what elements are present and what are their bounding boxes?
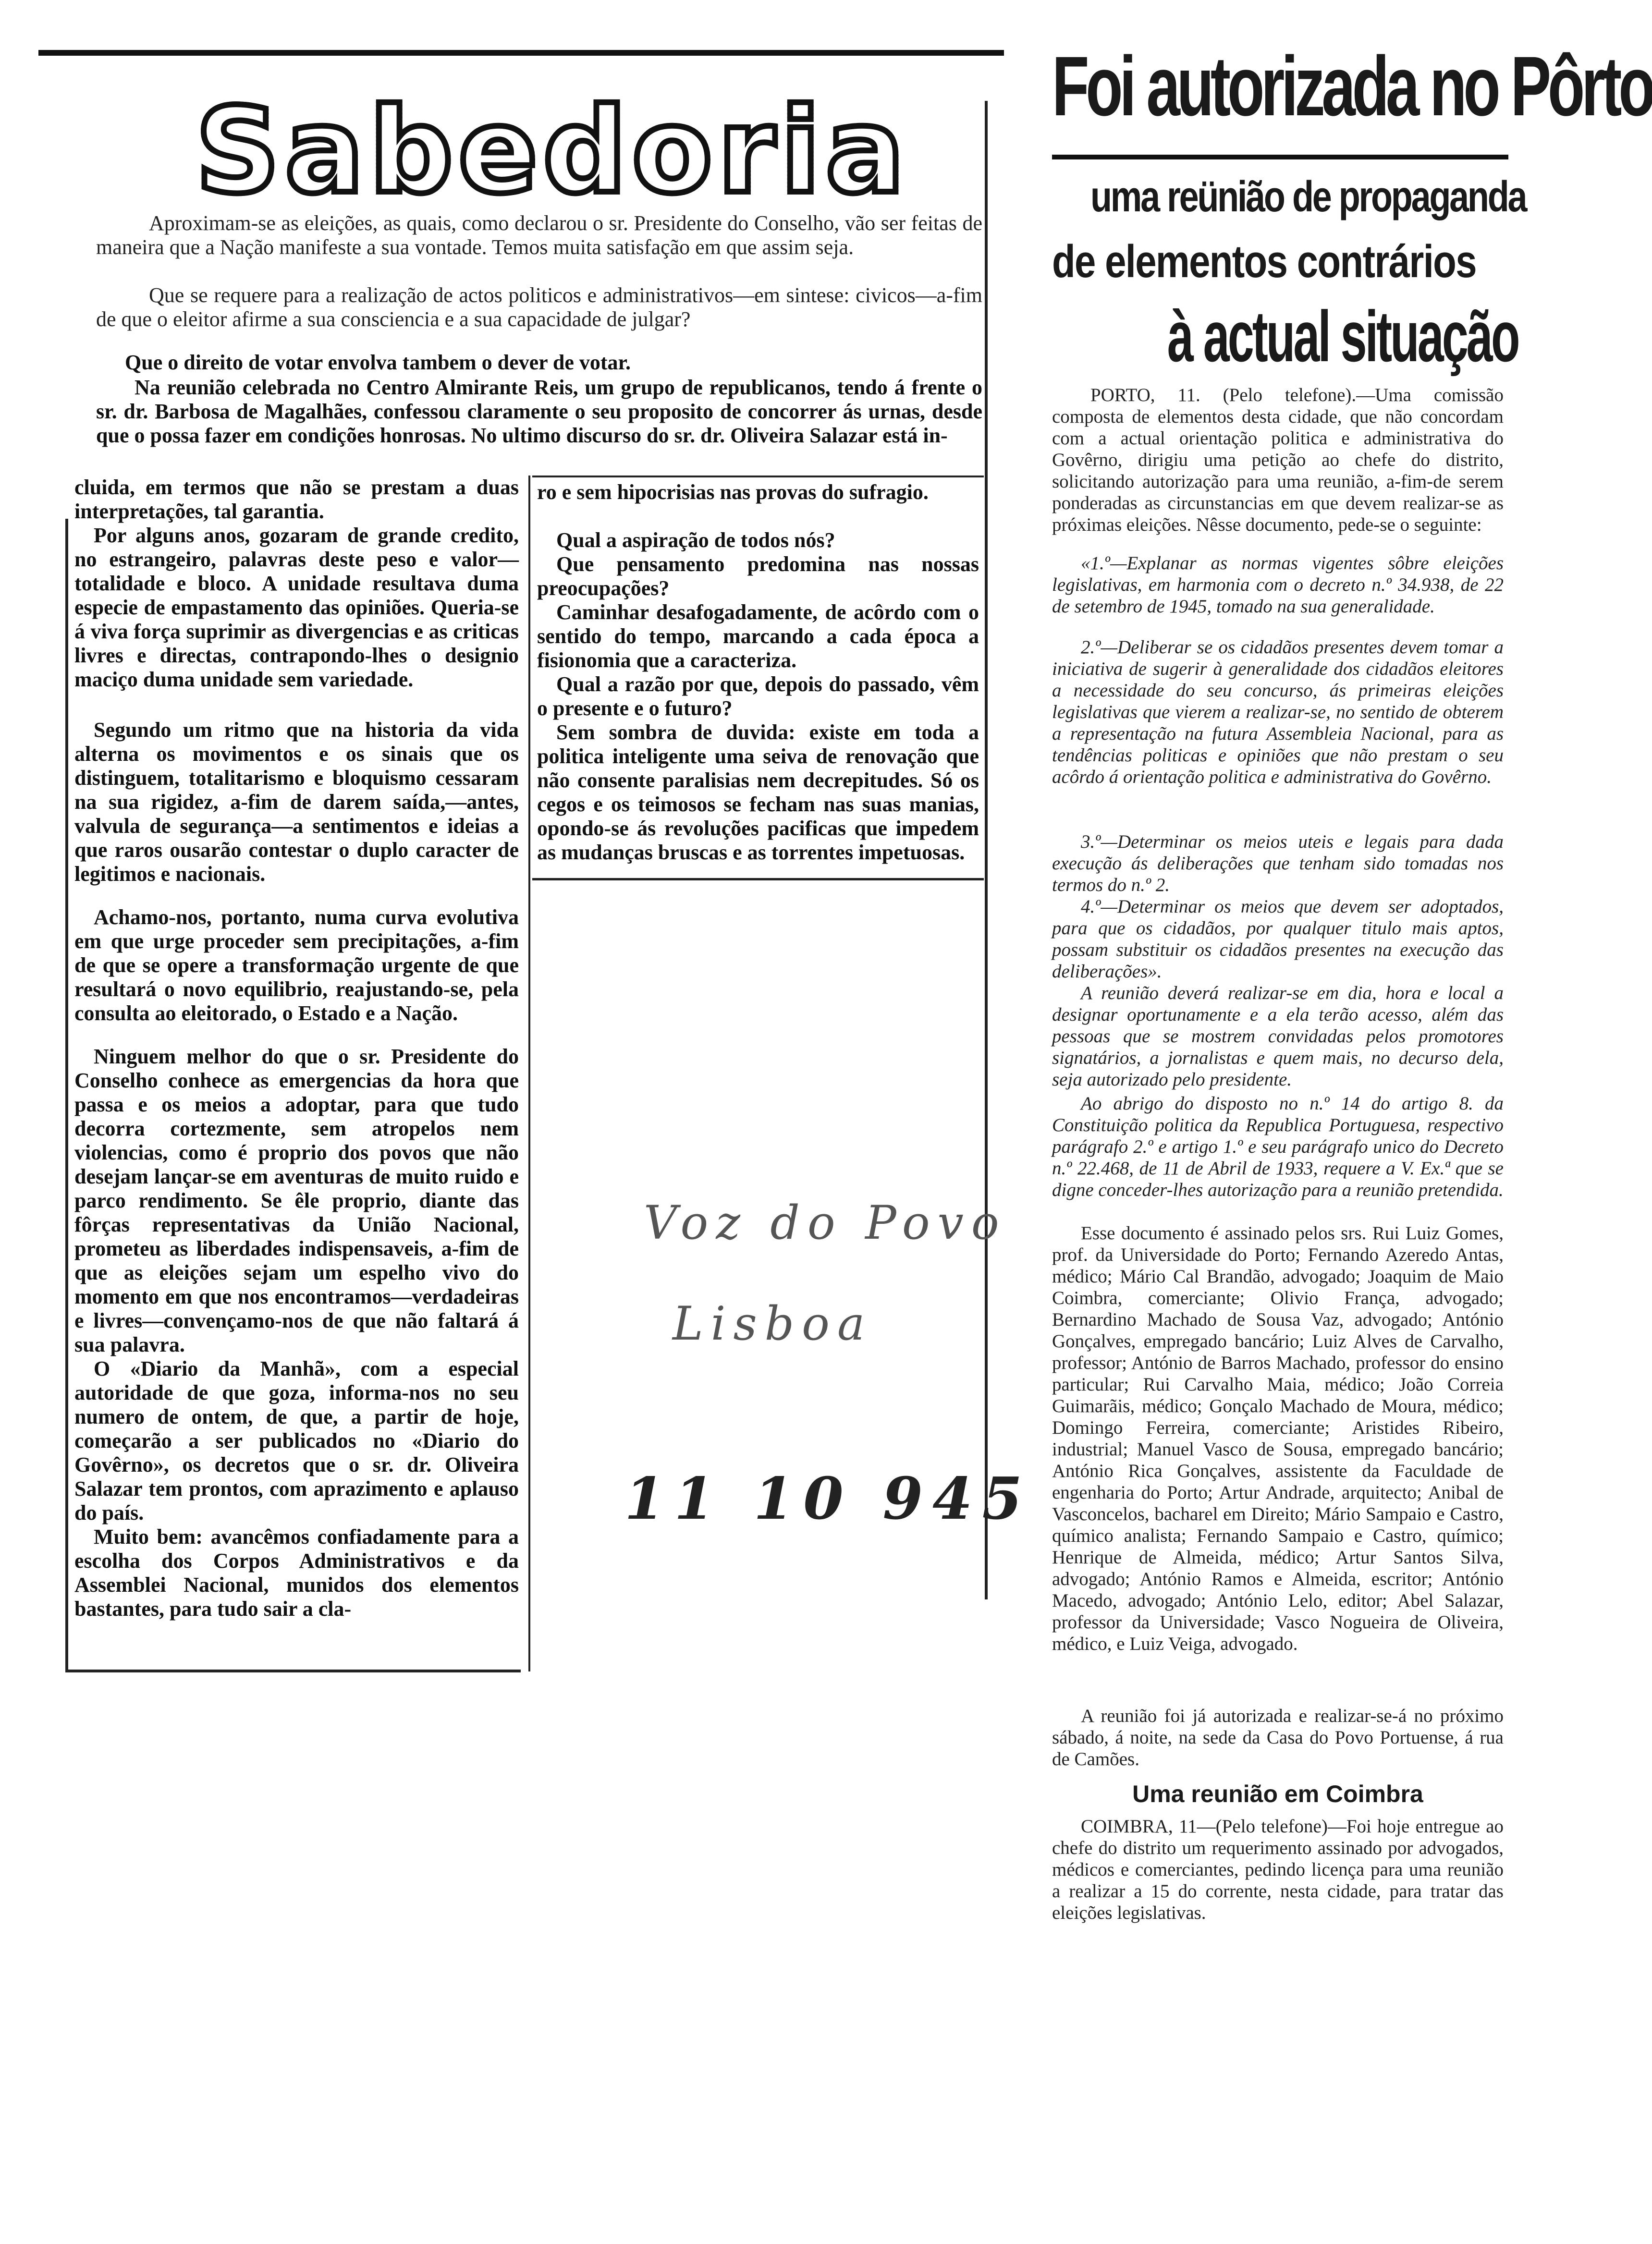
- column-divider-right: [985, 101, 988, 1599]
- intro-paragraph-3: Que o direito de votar envolva tambem o dever de votar.: [125, 351, 631, 374]
- petition-item-3: 3.º—Determinar os meios uteis e legais para dada execução ás deliberações que tenham sido tomadas nos termos do n.º 2.: [1052, 831, 1504, 895]
- col2-paragraph-2: Qual a aspiração de todos nós?: [556, 528, 835, 552]
- col2-paragraph-1: ro e sem hipocrisias nas provas do sufragio.: [537, 480, 929, 504]
- intro-paragraph-2: Que se requere para a realização de actos politicos e administrativos—em sintese: civicos—a-fim de que o eleitor afirme a sua consciencia e a sua capacidade de julgar?: [96, 283, 982, 331]
- col1-paragraph-7: Muito bem: avancêmos confiadamente para a escolha dos Corpos Administrativos e da Assemblei Nacional, munidos dos elementos bastantes, para tudo sair a cla-: [74, 1525, 519, 1621]
- col1-paragraph-2: Por alguns anos, gozaram de grande credito, no estrangeiro, palavras deste peso e valor—totalidade e bloco. A unidade resultava duma especie de empastamento das opiniões. Queria-se á viva força suprimir as divergencias e as criticas livres e directas, contrapondo-lhes o designio maciço duma unidade sem variedade.: [74, 524, 519, 691]
- left-border-line: [65, 519, 68, 1671]
- col2-paragraph-6: Sem sombra de duvida: existe em toda a politica inteligente uma seiva de renovação que não consente paralisias nem decrepitudes. Só os cegos e os teimosos se fecham nas suas manias, opondo-se ás revoluções pacificas que impedem as mudanças bruscas e as torrentes impetuosas.: [537, 720, 979, 864]
- closing-paragraph: A reunião foi já autorizada e realizar-se-á no próximo sábado, á noite, na sede da Casa do Povo Portuense, á rua de Camões.: [1052, 1706, 1504, 1769]
- col1-paragraph-1: cluida, em termos que não se prestam a duas interpretações, tal garantia.: [74, 476, 519, 523]
- petition-item-2: 2.º—Deliberar se os cidadãos presentes devem tomar a iniciativa de sugerir à generalidade dos cidadãos eleitores a necessidade do seu concurso, ás primeiras eleições legislativas que vierem a realizar-se, no sentido de obterem a representação na futura Assembleia Nacional, para as tendências politicas e opiniões que não prestam o seu acôrdo á orientação politica e administrativa do Govêrno.: [1052, 637, 1504, 787]
- petition-item-6: Ao abrigo do disposto no n.º 14 do artigo 8. da Constituição politica da Republica Portuguesa, respectivo parágrafo 2.º e artigo 1.º e seu parágrafo unico do Decreto n.º 22.468, de 11 de Abril de 1933, requere a V. Ex.ª que se digne conceder-lhes autorização para a reunião pretendida.: [1052, 1093, 1504, 1200]
- right-article-subtitle-2: de elementos contrários: [1052, 236, 1476, 287]
- right-article-lead: PORTO, 11. (Pelo telefone).—Uma comissão composta de elementos desta cidade, que não concordam com a actual orientação politica e administrativa do Govêrno, dirigiu uma petição ao chefe do distrito, solicitando autorização para uma reunião, a-fim-de serem ponderadas as circunstancias em que devem realizar-se as próximas eleições. Nêsse documento, pede-se o seguinte:: [1052, 385, 1504, 535]
- col1-paragraph-5: Ninguem melhor do que o sr. Presidente do Conselho conhece as emergencias da hora que passa e os meios a adoptar, para que tudo decorra cortezmente, sem atropelos nem violencias, como é proprio dos povos que não desejam lançar-se em aventuras de muito ruido e parco rendimento. Se êle proprio, diante das fôrças representativas da União Nacional, prometeu as liberdades indispensaveis, a-fim de que as eleições sejam um espelho vivo do momento em que nos encontramos—verdadeiras e livres—convençamo-nos de que não faltará á sua palavra.: [74, 1045, 519, 1356]
- right-article-title: Foi autorizada no Pôrto: [1052, 39, 1652, 134]
- coimbra-subheading: Uma reunião em Coimbra: [1132, 1781, 1423, 1807]
- petition-item-4: 4.º—Determinar os meios que devem ser adoptados, para que os cidadãos, por qualquer titulo mais aptos, possam substituir os cidadãos presentes na execução das deliberações».: [1052, 896, 1504, 982]
- col1-paragraph-4: Achamo-nos, portanto, numa curva evolutiva em que urge proceder sem precipitações, a-fim de que se opere a transformação urgente de que resultará o novo equilibrio, reajustando-se, pela consulta ao eleitorado, o Estado e a Nação.: [74, 905, 519, 1025]
- right-article-subtitle-3: à actual situação: [1167, 296, 1518, 377]
- left-bottom-rule: [65, 1670, 521, 1672]
- col2-paragraph-4: Caminhar desafogadamente, de acôrdo com o sentido do tempo, marcando a cada época a fisionomia que a caracteriza.: [537, 600, 979, 672]
- headline-sabedoria: Sabedoria: [120, 96, 985, 207]
- col1-paragraph-6: O «Diario da Manhã», com a especial autoridade de que goza, informa-nos no seu numero de ontem, de que, a partir de hoje, começarão a ser publicados no «Diario do Govêrno», os decretos que o sr. dr. Oliveira Salazar tem prontos, com aprazimento e aplauso do país.: [74, 1357, 519, 1524]
- handwritten-source: Voz do Povo: [644, 1196, 1007, 1250]
- top-rule: [38, 50, 1004, 56]
- handwritten-date: 11 10 945: [624, 1465, 1032, 1533]
- title-underline: [1052, 155, 1508, 159]
- petition-item-1: «1.º—Explanar as normas vigentes sôbre eleições legislativas, em harmonia com o decreto n.º 34.938, de 22 de setembro de 1945, tomado na sua generalidade.: [1052, 553, 1504, 617]
- intro-paragraph-4: Na reunião celebrada no Centro Almirante Reis, um grupo de republicanos, tendo á frente o sr. dr. Barbosa de Magalhães, confessou claramente o seu proposito de concorrer ás urnas, desde que o possa fazer em condições honrosas. No ultimo discurso do sr. dr. Oliveira Salazar está in-: [96, 376, 982, 447]
- col2-paragraph-3: Que pensamento predomina nas nossas preocupações?: [537, 552, 979, 600]
- middle-box-top-rule: [532, 476, 984, 477]
- col1-paragraph-3: Segundo um ritmo que na historia da vida alterna os movimentos e os sinais que os distinguem, totalitarismo e bloquismo cessaram na sua rigidez, a-fim de darem saída,—antes, valvula de segurança—a sentimentos e ideias a que raros ousarão contestar o duplo caracter de legitimos e nacionais.: [74, 718, 519, 886]
- signatories-paragraph: Esse documento é assinado pelos srs. Rui Luiz Gomes, prof. da Universidade do Porto; Fernando Azeredo Antas, médico; Mário Cal Brandão, advogado; Joaquim de Maio Coimbra, comerciante; Olivio França, advogado; Bernardino Machado de Sousa Vaz, advogado; António Gonçalves, empregado bancário; Luiz Alves de Carvalho, professor; António de Barros Machado, professor do ensino particular; Rui Carvalho Maia, médico; João Correia Guimarãis, médico; Gonçalo Machado de Moura, médico; Domingo Ferreira, comerciante; Aristides Ribeiro, industrial; Manuel Vasco de Sousa, empregado bancário; António Rica Gonçalves, assistente da Faculdade de engenharia do Porto; Artur Andrade, arquitecto; Anibal de Vasconcelos, bacharel em Direito; Mário Sampaio e Castro, químico analista; Fernando Sampaio e Castro, químico; Henrique de Almeida, médico; Artur Santos Silva, advogado; António Ramos e Almeida, escritor; António Macedo, advogado; António Lelo, editor; Abel Salazar, professor da Universidade; Vasco Nogueira de Oliveira, médico, e Luiz Veiga, advogado.: [1052, 1223, 1504, 1654]
- petition-item-5: A reunião deverá realizar-se em dia, hora e local a designar oportunamente e a ela terão acesso, além das pessoas que se mostrem convidadas pelos promotores signatários, a jornalistas e quem mais, no decurso dela, seja autorizado pelo presidente.: [1052, 983, 1504, 1090]
- coimbra-paragraph: COIMBRA, 11—(Pelo telefone)—Foi hoje entregue ao chefe do distrito um requerimento assinado por advogados, médicos e comerciantes, pedindo licença para uma reunião a realizar a 15 do corrente, nesta cidade, para tratar das eleições legislativas.: [1052, 1816, 1504, 1923]
- right-article-subtitle-1: uma reünião de propaganda: [1090, 173, 1526, 221]
- middle-box-bottom-rule: [532, 878, 984, 880]
- intro-paragraph-1: Aproximam-se as eleições, as quais, como declarou o sr. Presidente do Conselho, vão ser feitas de maneira que a Nação manifeste a sua vontade. Temos muita satisfação em que assim seja.: [96, 211, 982, 259]
- col2-paragraph-5: Qual a razão por que, depois do passado, vêm o presente e o futuro?: [537, 672, 979, 720]
- column-divider-middle: [528, 476, 530, 1671]
- handwritten-city: Lisboa: [673, 1297, 873, 1351]
